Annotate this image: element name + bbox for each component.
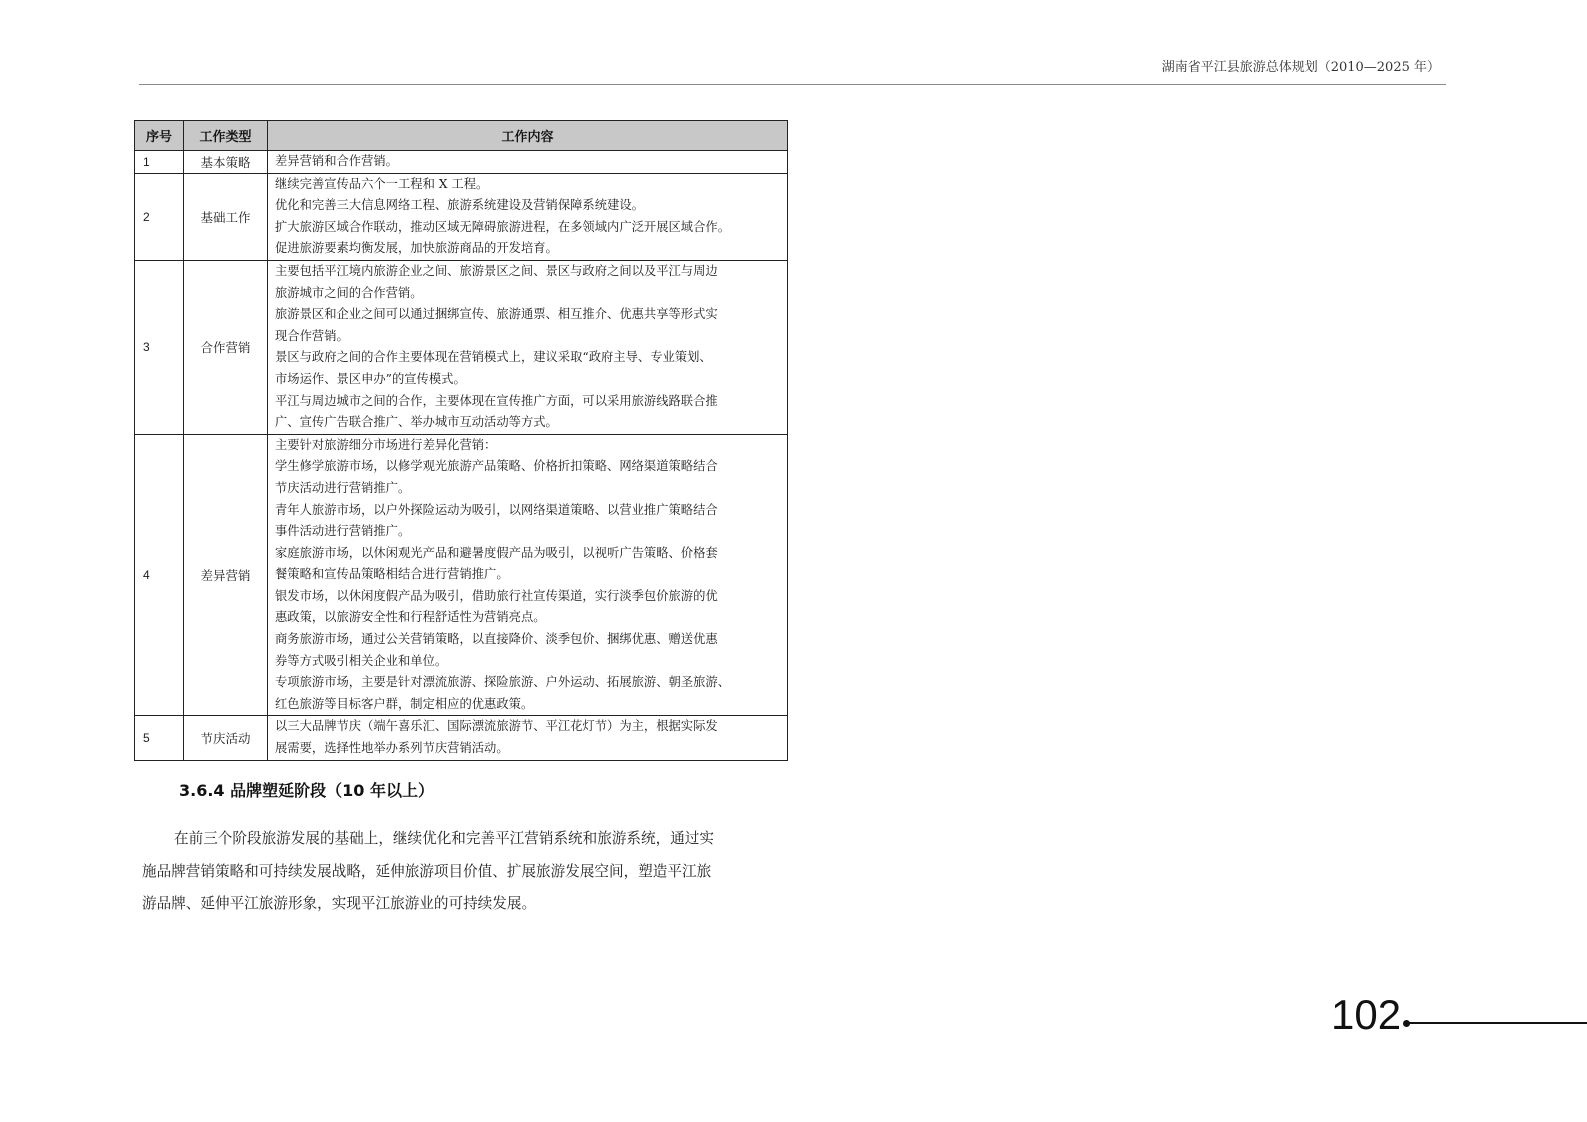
work-content-line: 展需要，选择性地举办系列节庆营销活动。 [275, 741, 509, 756]
table-row [135, 716, 788, 760]
work-content-line: 以三大品牌节庆（端午喜乐汇、国际漂流旅游节、平江花灯节）为主，根据实际发 [275, 719, 718, 734]
table-header-row [135, 121, 788, 151]
work-content-cell [268, 260, 788, 434]
work-content-line: 惠政策，以旅游安全性和行程舒适性为营销亮点。 [275, 610, 546, 625]
marketing-work-table [134, 120, 788, 761]
work-content-cell [268, 434, 788, 716]
row-number-cell: 5 [135, 716, 184, 760]
row-number-cell: 2 [135, 173, 184, 260]
work-type-cell: 差异营销 [184, 434, 268, 716]
work-content-cell [268, 151, 788, 174]
work-type-cell: 合作营销 [184, 260, 268, 434]
row-number-cell: 3 [135, 260, 184, 434]
work-content-line: 平江与周边城市之间的合作，主要体现在宣传推广方面，可以采用旅游线路联合推 [275, 393, 718, 408]
column-header-number: 序号 [135, 121, 184, 151]
header-divider [139, 84, 1446, 85]
work-content-line: 学生修学旅游市场，以修学观光旅游产品策略、价格折扣策略、网络渠道策略结合 [275, 459, 718, 474]
work-content-cell [268, 716, 788, 760]
work-content-cell [268, 173, 788, 260]
work-content-line: 现合作营销。 [275, 328, 349, 343]
work-content-line: 银发市场，以休闲度假产品为吸引，借助旅行社宣传渠道，实行淡季包价旅游的优 [275, 588, 718, 603]
work-content-line: 专项旅游市场，主要是针对漂流旅游、探险旅游、户外运动、拓展旅游、朝圣旅游、 [275, 675, 730, 690]
paragraph-line: 在前三个阶段旅游发展的基础上，继续优化和完善平江营销系统和旅游系统，通过实 [174, 830, 714, 847]
work-content-line: 广、宣传广告联合推广、举办城市互动活动等方式。 [275, 415, 558, 430]
table-row [135, 173, 788, 260]
work-content-line: 继续完善宣传品六个一工程和 X 工程。 [275, 176, 489, 191]
column-header-type: 工作类型 [184, 121, 268, 151]
work-content-line: 事件活动进行营销推广。 [275, 524, 411, 539]
work-content-line: 旅游城市之间的合作营销。 [275, 285, 423, 300]
section-heading: 3.6.4 品牌塑延阶段（10 年以上） [179, 781, 434, 800]
table-row [135, 151, 788, 174]
work-content-line: 景区与政府之间的合作主要体现在营销模式上，建议采取“政府主导、专业策划、 [275, 350, 712, 365]
work-content-line: 优化和完善三大信息网络工程、旅游系统建设及营销保障系统建设。 [275, 198, 644, 213]
work-type-cell: 基本策略 [184, 151, 268, 174]
work-content-line: 家庭旅游市场，以休闲观光产品和避暑度假产品为吸引，以视听广告策略、价格套 [275, 545, 718, 560]
page-number-rule [1409, 1022, 1587, 1024]
work-content-line: 商务旅游市场，通过公关营销策略，以直接降价、淡季包价、捆绑优惠、赠送优惠 [275, 632, 718, 647]
work-type-cell: 节庆活动 [184, 716, 268, 760]
table-row [135, 434, 788, 716]
work-content-line: 红色旅游等目标客户群，制定相应的优惠政策。 [275, 696, 534, 711]
body-paragraph [142, 823, 714, 921]
work-content-line: 市场运作、景区申办”的宣传模式。 [275, 371, 466, 386]
paragraph-line: 施品牌营销策略和可持续发展战略，延伸旅游项目价值、扩展旅游发展空间，塑造平江旅 [142, 862, 712, 880]
work-content-line: 节庆活动进行营销推广。 [275, 480, 411, 495]
work-type-cell: 基础工作 [184, 173, 268, 260]
work-content-line: 青年人旅游市场，以户外探险运动为吸引，以网络渠道策略、以营业推广策略结合 [275, 502, 718, 517]
work-content-line: 扩大旅游区域合作联动，推动区域无障碍旅游进程，在多领域内广泛开展区域合作。 [275, 219, 730, 234]
work-content-line: 主要针对旅游细分市场进行差异化营销： [275, 437, 497, 452]
work-content-line: 促进旅游要素均衡发展，加快旅游商品的开发培育。 [275, 241, 558, 256]
work-content-line: 主要包括平江境内旅游企业之间、旅游景区之间、景区与政府之间以及平江与周边 [275, 263, 718, 278]
table-row [135, 260, 788, 434]
row-number-cell: 4 [135, 434, 184, 716]
document-header-title: 湖南省平江县旅游总体规划（2010—2025 年） [1161, 60, 1440, 75]
paragraph-line: 游品牌、延伸平江旅游形象，实现平江旅游业的可持续发展。 [142, 895, 537, 912]
work-content-line: 旅游景区和企业之间可以通过捆绑宣传、旅游通票、相互推介、优惠共享等形式实 [275, 307, 718, 322]
work-content-line: 餐策略和宣传品策略相结合进行营销推广。 [275, 567, 509, 582]
work-content-line: 差异营销和合作营销。 [275, 154, 398, 168]
page-number: 102 [1331, 991, 1402, 1038]
column-header-content: 工作内容 [268, 121, 788, 151]
row-number-cell: 1 [135, 151, 184, 174]
table-body [135, 151, 788, 761]
work-content-line: 券等方式吸引相关企业和单位。 [275, 653, 448, 668]
